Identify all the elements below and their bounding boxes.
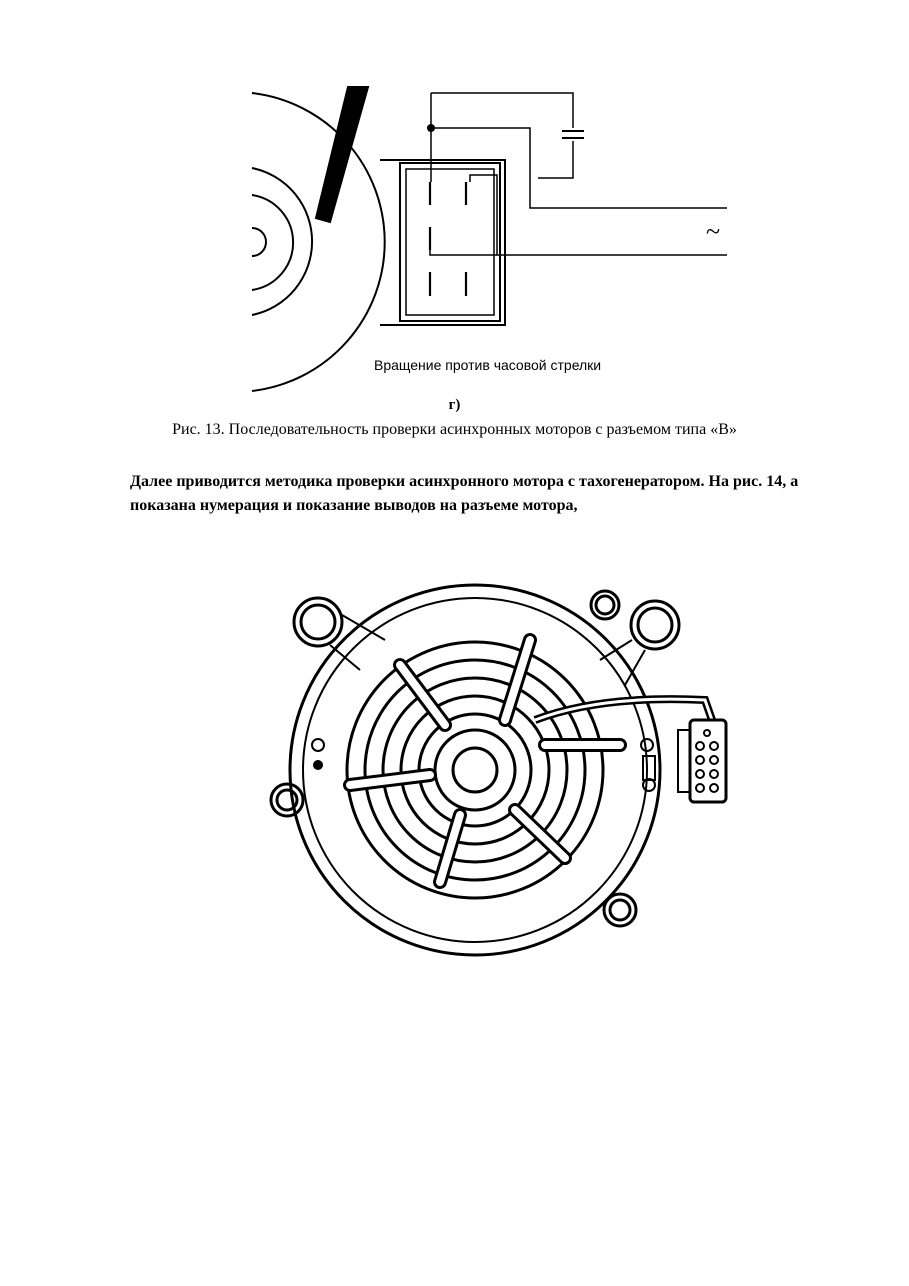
figure-letter: г) (448, 397, 461, 413)
pulley-middle-arc (252, 168, 312, 315)
body-paragraph: Далее приводится методика проверки асинхронного мотора с тахогенератором. На рис. 14, а показана нумерация и показание выводов на разъеме мотора, (130, 473, 799, 514)
pulley-hub-arc (252, 228, 266, 256)
ac-symbol: ~ (706, 217, 721, 246)
pulley-outer-arc (252, 93, 385, 391)
belt (316, 87, 368, 222)
wire-d (470, 175, 727, 255)
wire-a (431, 93, 573, 128)
pulley-inner-arc (252, 195, 293, 290)
wire-c (431, 128, 727, 208)
connector-housing (380, 160, 505, 325)
connector-body (400, 163, 500, 321)
motor-front-view-drawing (262, 570, 742, 970)
figure-caption: Рис. 13. Последовательность проверки асинхронных моторов с разъемом типа «В» (172, 421, 737, 438)
rotation-label: Вращение против часовой стрелки (374, 357, 602, 373)
